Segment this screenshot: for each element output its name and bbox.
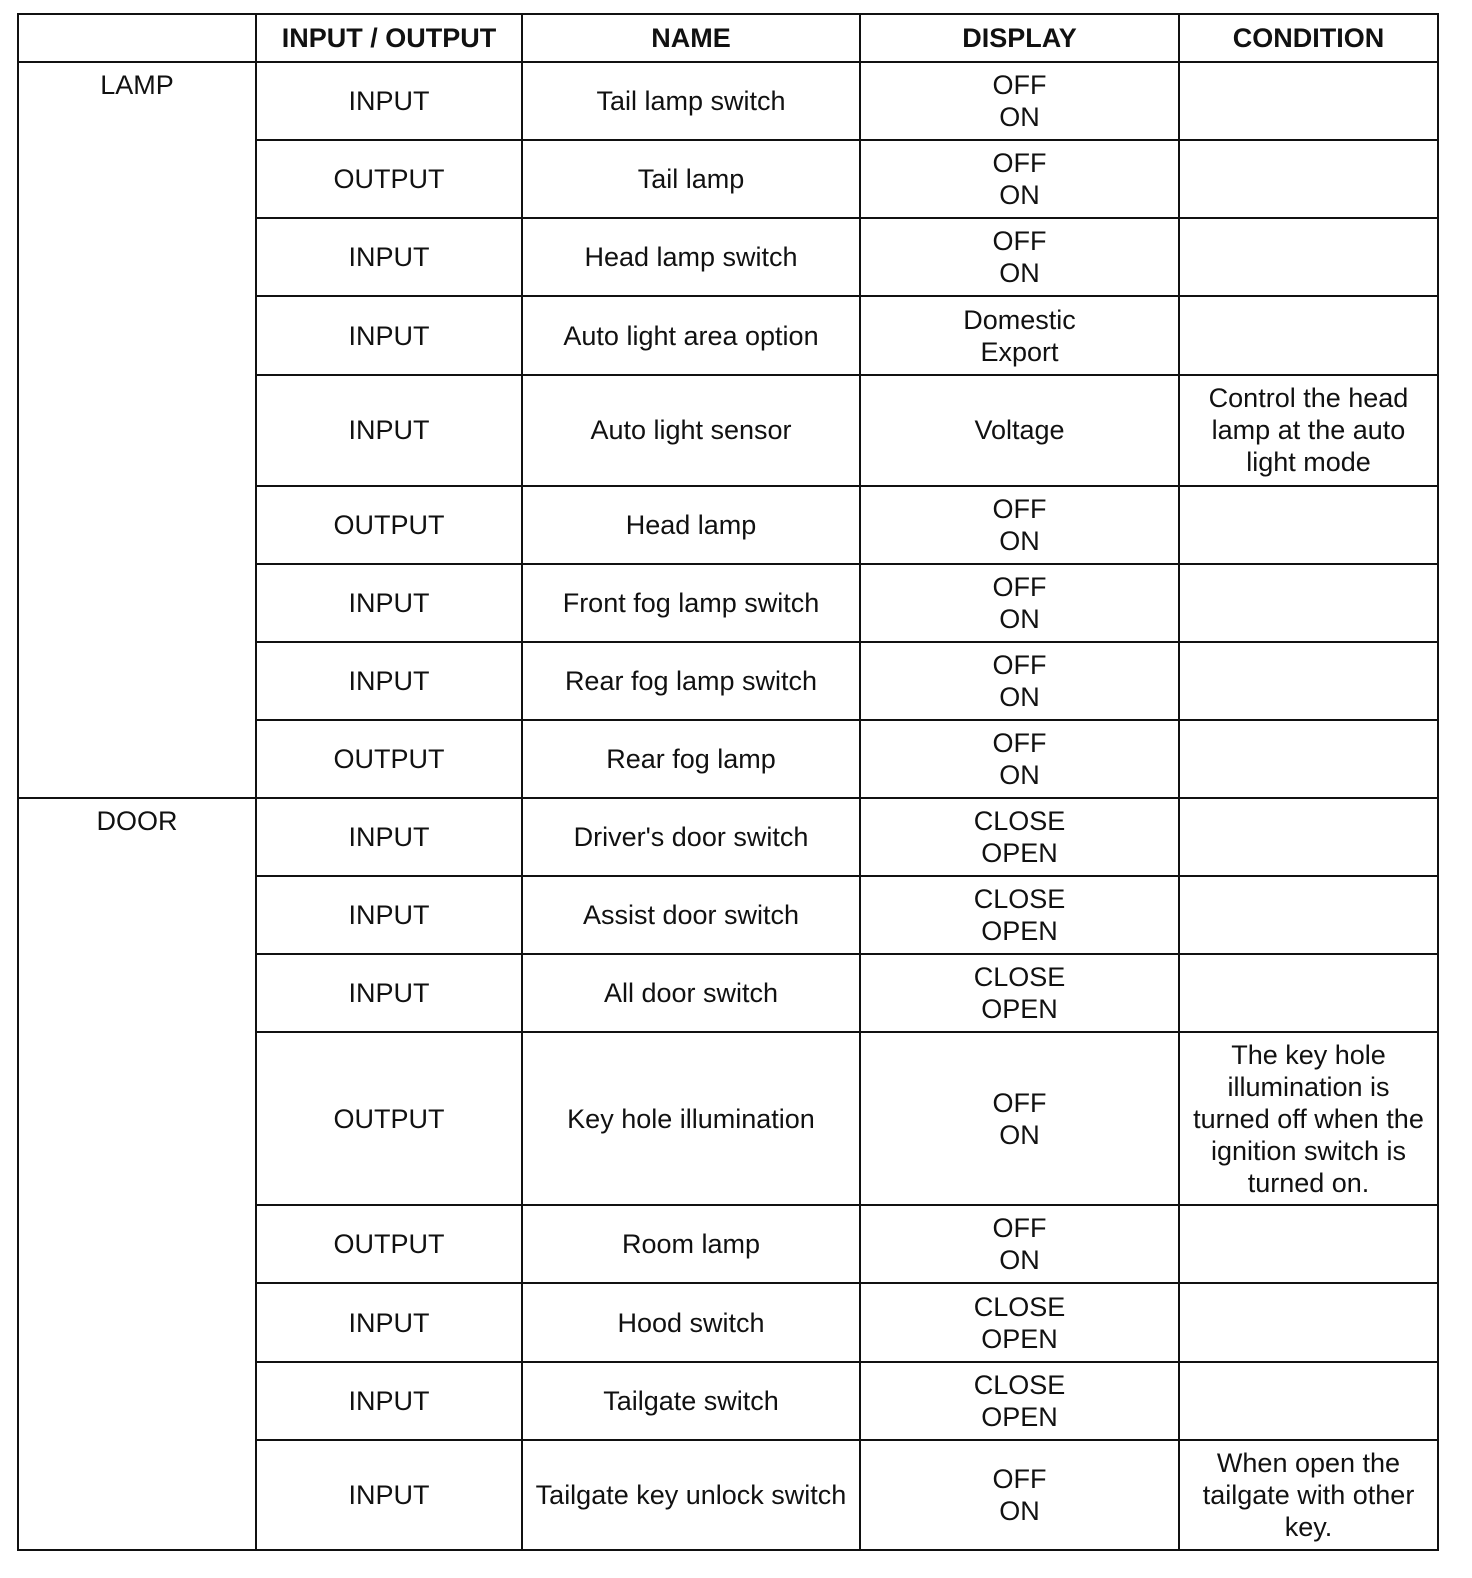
condition-cell [1179, 954, 1438, 1032]
io-cell: OUTPUT [256, 1205, 522, 1283]
display-cell [860, 876, 1179, 954]
display-value: OFF [992, 1213, 1047, 1244]
condition-cell [1179, 62, 1438, 140]
display-value: OFF [992, 226, 1047, 257]
display-value: Voltage [974, 415, 1065, 446]
condition-cell [1179, 564, 1438, 642]
display-value: ON [999, 102, 1040, 133]
name-cell: All door switch [522, 954, 860, 1032]
io-cell: OUTPUT [256, 1032, 522, 1205]
display-value: OFF [992, 1087, 1047, 1118]
display-value: OFF [992, 727, 1047, 758]
name-cell: Room lamp [522, 1205, 860, 1283]
display-cell [860, 1032, 1179, 1205]
display-value: Export [980, 336, 1059, 367]
io-cell: INPUT [256, 1362, 522, 1440]
display-cell [860, 1205, 1179, 1283]
table-row [18, 62, 1438, 140]
display-value: OFF [992, 649, 1047, 680]
display-cell [860, 954, 1179, 1032]
header-display: DISPLAY [860, 14, 1179, 62]
name-cell: Tailgate switch [522, 1362, 860, 1440]
display-value: OFF [992, 70, 1047, 101]
display-value: OFF [992, 148, 1047, 179]
display-value: OFF [992, 1463, 1047, 1494]
display-value: CLOSE [973, 1291, 1066, 1322]
display-value: ON [999, 759, 1040, 790]
display-value: ON [999, 525, 1040, 556]
io-cell: OUTPUT [256, 720, 522, 798]
io-cell: INPUT [256, 642, 522, 720]
display-cell [860, 218, 1179, 296]
name-cell: Head lamp [522, 486, 860, 564]
io-cell: INPUT [256, 876, 522, 954]
name-cell: Rear fog lamp [522, 720, 860, 798]
io-cell: INPUT [256, 296, 522, 375]
name-cell: Auto light area option [522, 296, 860, 375]
display-value: ON [999, 180, 1040, 211]
condition-cell: When open the tailgate with other key. [1179, 1440, 1438, 1550]
display-cell [860, 62, 1179, 140]
display-value: CLOSE [973, 962, 1066, 993]
display-cell [860, 1362, 1179, 1440]
name-cell: Tail lamp [522, 140, 860, 218]
condition-cell [1179, 218, 1438, 296]
display-value: ON [999, 603, 1040, 634]
display-cell [860, 486, 1179, 564]
header-condition: CONDITION [1179, 14, 1438, 62]
condition-cell [1179, 798, 1438, 876]
header-group [18, 14, 256, 62]
name-cell: Assist door switch [522, 876, 860, 954]
condition-cell [1179, 720, 1438, 798]
display-cell [860, 296, 1179, 375]
display-cell [860, 375, 1179, 485]
display-value: CLOSE [973, 884, 1066, 915]
display-value: OPEN [981, 1401, 1058, 1432]
name-cell: Key hole illumination [522, 1032, 860, 1205]
name-cell: Head lamp switch [522, 218, 860, 296]
display-value: ON [999, 681, 1040, 712]
display-value: OPEN [981, 994, 1058, 1025]
name-cell: Tailgate key unlock switch [522, 1440, 860, 1550]
display-value: OFF [992, 493, 1047, 524]
header-name: NAME [522, 14, 860, 62]
name-cell: Rear fog lamp switch [522, 642, 860, 720]
display-value: Domestic [963, 304, 1076, 335]
io-cell: INPUT [256, 954, 522, 1032]
display-value: OPEN [981, 837, 1058, 868]
name-cell: Auto light sensor [522, 375, 860, 485]
display-value: ON [999, 1119, 1040, 1150]
display-value: OPEN [981, 1323, 1058, 1354]
condition-cell [1179, 1283, 1438, 1361]
display-value: OFF [992, 571, 1047, 602]
condition-cell [1179, 1362, 1438, 1440]
name-cell: Hood switch [522, 1283, 860, 1361]
display-value: ON [999, 1495, 1040, 1526]
io-cell: INPUT [256, 564, 522, 642]
condition-cell [1179, 876, 1438, 954]
name-cell: Driver's door switch [522, 798, 860, 876]
io-cell: OUTPUT [256, 486, 522, 564]
condition-cell [1179, 642, 1438, 720]
display-value: CLOSE [973, 805, 1066, 836]
io-cell: INPUT [256, 62, 522, 140]
condition-cell [1179, 486, 1438, 564]
display-value: ON [999, 258, 1040, 289]
display-cell [860, 720, 1179, 798]
header-io: INPUT / OUTPUT [256, 14, 522, 62]
io-cell: OUTPUT [256, 140, 522, 218]
display-cell [860, 140, 1179, 218]
condition-cell: The key hole illumination is turned off when the ignition switch is turned on. [1179, 1032, 1438, 1205]
io-cell: INPUT [256, 798, 522, 876]
display-value: ON [999, 1245, 1040, 1276]
display-cell [860, 1283, 1179, 1361]
header-row [18, 14, 1438, 62]
condition-cell: Control the head lamp at the auto light mode [1179, 375, 1438, 485]
io-cell: INPUT [256, 218, 522, 296]
io-cell: INPUT [256, 375, 522, 485]
condition-cell [1179, 140, 1438, 218]
group-label: DOOR [18, 798, 256, 1550]
condition-cell [1179, 296, 1438, 375]
display-value: OPEN [981, 916, 1058, 947]
display-cell [860, 798, 1179, 876]
io-cell: INPUT [256, 1440, 522, 1550]
name-cell: Front fog lamp switch [522, 564, 860, 642]
table-row [18, 798, 1438, 876]
io-spec-table [17, 13, 1439, 1551]
io-cell: INPUT [256, 1283, 522, 1361]
name-cell: Tail lamp switch [522, 62, 860, 140]
display-cell [860, 642, 1179, 720]
table-body [18, 62, 1438, 1550]
display-cell [860, 564, 1179, 642]
display-cell [860, 1440, 1179, 1550]
condition-cell [1179, 1205, 1438, 1283]
display-value: CLOSE [973, 1369, 1066, 1400]
group-label: LAMP [18, 62, 256, 798]
